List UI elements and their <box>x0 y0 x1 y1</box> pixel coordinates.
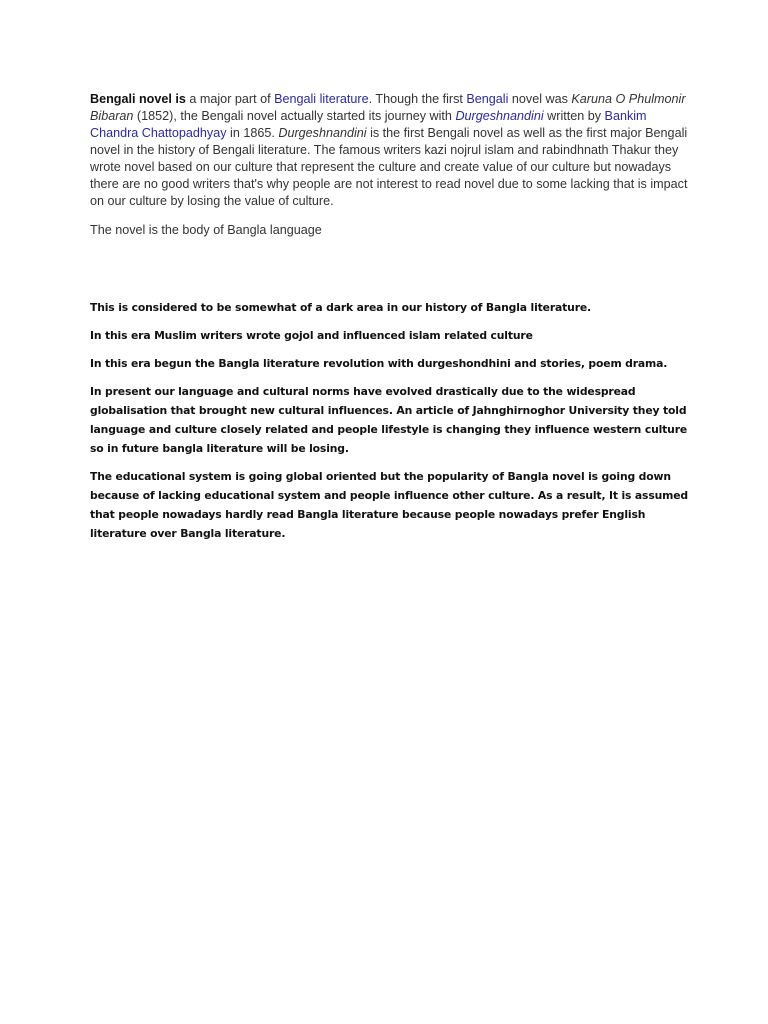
link-bankim-chandra[interactable]: Bankim Chandra Chattopadhyay <box>90 109 647 140</box>
bold-section <box>90 298 688 543</box>
bold-paragraph: In present our language and cultural norms have evolved drastically due to the widespread globalisation that brought new cultural influences. An article of Jahnghirnoghor University they told language and culture closely related and people lifestyle is changing they influence western culture so in future bangla literature will be losing. <box>90 385 688 455</box>
intro-text: (1852), the Bengali novel actually started its journey with <box>133 109 456 123</box>
bold-paragraph: The educational system is going global oriented but the popularity of Bangla novel is going down because of lacking educational system and people influence other culture. As a result, It is assumed that people nowadays hardly read Bangla literature because people nowadays prefer English literature over Bangla literature. <box>90 470 689 540</box>
link-bengali[interactable]: Bengali <box>466 92 509 106</box>
bold-paragraph: This is considered to be somewhat of a dark area in our history of Bangla literature. <box>90 301 591 314</box>
intro-text: is the first Bengali novel as well as the first major Bengali novel in the history of Bengali literature. The famous writers kazi nojrul islam and rabindhnath Thakur they wrote novel based on our culture that represent the culture and create value of our culture but nowadays there are no good writers that's why people are not interest to read novel due to some lacking that is impact on our culture by losing the value of culture. <box>90 126 688 208</box>
intro-term: Bengali novel is <box>90 92 186 106</box>
intro-text: novel was <box>508 92 572 106</box>
book-title: Durgeshnandini <box>278 126 367 140</box>
intro-text: written by <box>543 109 605 123</box>
intro-text: . Though the first <box>368 92 467 106</box>
link-bengali-literature[interactable]: Bengali literature <box>274 92 369 106</box>
book-title: Karuna O Phulmonir Bibaran <box>90 92 686 123</box>
link-durgeshnandini[interactable]: Durgeshnandini <box>455 109 544 123</box>
intro-text: a major part of <box>185 92 275 106</box>
bold-paragraph: In this era Muslim writers wrote gojol and influenced islam related culture <box>90 329 533 342</box>
intro-paragraph <box>90 91 688 210</box>
bold-paragraph: In this era begun the Bangla literature revolution with durgeshondhini and stories, poem drama. <box>90 357 668 370</box>
intro-text: in 1865. <box>226 126 279 140</box>
body-line: The novel is the body of Bangla language <box>90 223 322 237</box>
document-page <box>90 91 688 552</box>
